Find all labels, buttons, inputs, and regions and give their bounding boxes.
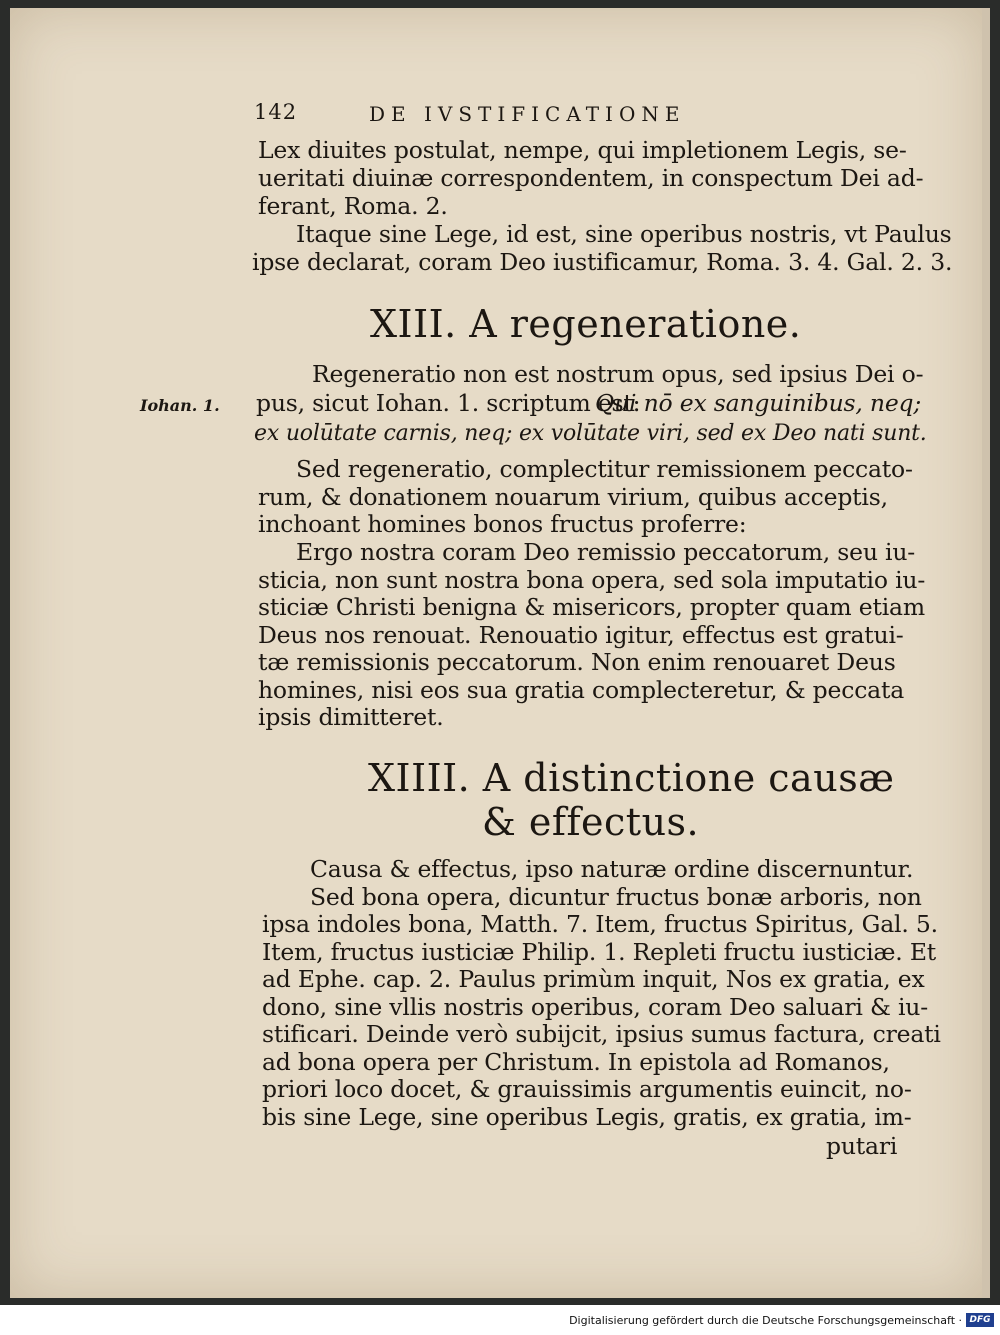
text-line: Regeneratio non est nostrum opus, sed ipsius Dei o- <box>312 360 924 388</box>
text-line: Sed regeneratio, complectitur remissionem peccato- <box>296 455 913 483</box>
running-header <box>254 100 794 130</box>
page-number: 142 <box>254 100 298 124</box>
text-line: ueritati diuinæ correspondentem, in conspectum Dei ad- <box>258 164 924 192</box>
text-line: homines, nisi eos sua gratia complecteretur, & peccata <box>258 676 905 704</box>
running-head-title: DE IVSTIFICATIONE <box>369 102 686 126</box>
page-edge <box>982 8 990 1298</box>
text-line: rum, & donationem nouarum virium, quibus acceptis, <box>258 483 888 511</box>
text-line: ad Ephe. cap. 2. Paulus primùm inquit, Nos ex gratia, ex <box>262 965 925 993</box>
text-line: ferant, Roma. 2. <box>258 192 448 220</box>
text-line: priori loco docet, & grauissimis argumentis euincit, no- <box>262 1075 912 1103</box>
text-line: pus, sicut Iohan. 1. scriptum est: <box>256 389 641 417</box>
text-line: sticiæ Christi benigna & misericors, propter quam etiam <box>258 593 925 621</box>
text-line: dono, sine vllis nostris operibus, coram Deo saluari & iu- <box>262 993 928 1021</box>
quote-line: Qui nō ex sanguinibus, neq; <box>595 389 922 417</box>
text-line: ipsa indoles bona, Matth. 7. Item, fructus Spiritus, Gal. 5. <box>262 910 938 938</box>
text-line: sticia, non sunt nostra bona opera, sed sola imputatio iu- <box>258 566 926 594</box>
funding-notice: Digitalisierung gefördert durch die Deutsche Forschungsgemeinschaft · <box>569 1314 962 1327</box>
section-heading: XIIII. A distinctione causæ <box>368 756 895 800</box>
text-line: Causa & effectus, ipso naturæ ordine discernuntur. <box>310 855 914 883</box>
margin-note: Iohan. 1. <box>140 396 220 415</box>
text-line: Ergo nostra coram Deo remissio peccatorum, seu iu- <box>296 538 916 566</box>
text-line: ipse declarat, coram Deo iustificamur, Roma. 3. 4. Gal. 2. 3. <box>252 248 953 276</box>
catchword: putari <box>826 1132 898 1160</box>
text-line: Deus nos renouat. Renouatio igitur, effectus est gratui- <box>258 621 904 649</box>
text-line: ipsis dimitteret. <box>258 703 444 731</box>
text-line: ad bona opera per Christum. In epistola ad Romanos, <box>262 1048 890 1076</box>
dfg-logo: DFG <box>966 1313 994 1327</box>
text-line: stificari. Deinde verò subijcit, ipsius sumus factura, creati <box>262 1020 941 1048</box>
text-line: tæ remissionis peccatorum. Non enim renouaret Deus <box>258 648 896 676</box>
text-line: bis sine Lege, sine operibus Legis, gratis, ex gratia, im- <box>262 1103 912 1131</box>
text-line: Itaque sine Lege, id est, sine operibus nostris, vt Paulus <box>296 220 952 248</box>
text-line: inchoant homines bonos fructus proferre: <box>258 510 747 538</box>
quote-line: ex uolūtate carnis, neq; ex volūtate viri, sed ex Deo nati sunt. <box>254 421 927 446</box>
text-line: Item, fructus iusticiæ Philip. 1. Repleti fructu iusticiæ. Et <box>262 938 937 966</box>
text-line: Lex diuites postulat, nempe, qui impletionem Legis, se- <box>258 136 907 164</box>
section-heading-cont: & effectus. <box>482 800 700 844</box>
text-line: Sed bona opera, dicuntur fructus bonæ arboris, non <box>310 883 922 911</box>
section-heading: XIII. A regeneratione. <box>370 302 802 346</box>
footer-bar <box>0 1305 1000 1335</box>
